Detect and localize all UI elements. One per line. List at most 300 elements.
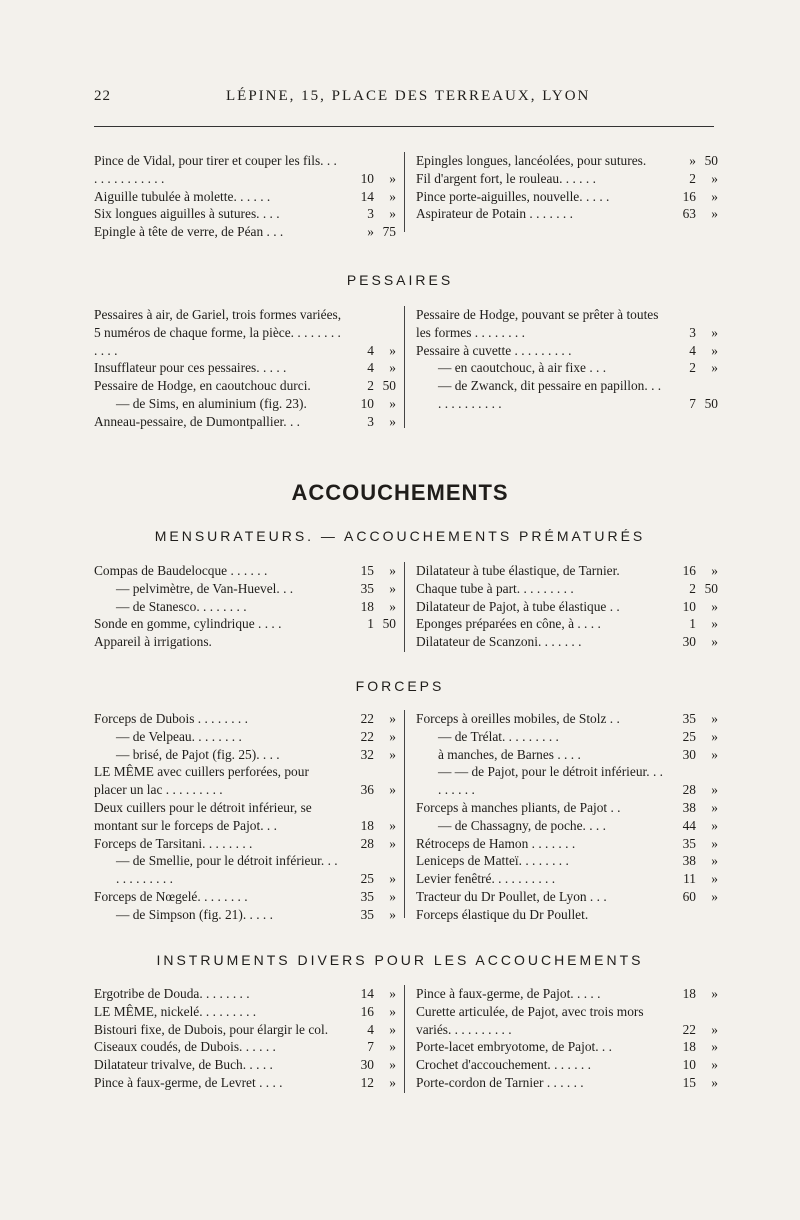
entry-price [666, 342, 718, 360]
entry-price [666, 324, 718, 342]
entry-description: Rétroceps de Hamon . . . . . . . [416, 835, 576, 851]
entry-description: Pessaire de Hodge, pouvant se prêter à toutes les formes . . . . . . . . [416, 307, 659, 340]
price-centimes: 50 [704, 395, 718, 411]
entry-description: — de Zwanck, dit pessaire en papillon. . . . . . . . . . . . . [438, 378, 662, 411]
price-francs: 35 [360, 888, 374, 904]
price-centimes: » [711, 817, 718, 833]
catalog-entry [416, 562, 718, 580]
entry-description: Deux cuillers pour le détroit inférieur, se montant sur le forceps de Pajot. . . [94, 799, 312, 833]
entry-description: Pince porte-aiguilles, nouvelle. . . . . [416, 188, 610, 204]
price-centimes: 50 [704, 580, 718, 596]
entry-price [344, 342, 396, 360]
entry-price [666, 1074, 718, 1092]
section-title-accouchements: ACCOUCHEMENTS [291, 480, 509, 505]
entry-description: — en caoutchouc, à air fixe . . . [438, 360, 607, 376]
entry-description: Appareil à irrigations. [94, 634, 212, 650]
catalog-entry [416, 580, 718, 598]
entry-description: Leniceps de Matteï. . . . . . . . [416, 853, 569, 869]
price-centimes: » [389, 170, 396, 186]
price-francs: 30 [360, 1057, 374, 1073]
entry-price [666, 615, 718, 633]
catalog-entry [416, 1038, 718, 1056]
price-centimes: » [711, 360, 718, 376]
entry-description: Sonde en gomme, cylindrique . . . . [94, 616, 282, 632]
entry-description: Aspirateur de Potain . . . . . . . [416, 206, 573, 222]
catalog-entry [94, 562, 396, 580]
price-francs: 36 [360, 782, 374, 798]
price-centimes: » [389, 1039, 396, 1055]
catalog-entry [416, 906, 718, 924]
price-francs: 38 [682, 853, 696, 869]
entry-price [666, 710, 718, 728]
entry-price [344, 395, 396, 413]
entry-description: — de Sims, en aluminium (fig. 23). [116, 395, 307, 411]
running-title: LÉPINE, 15, PLACE DES TERREAUX, LYON [226, 88, 591, 104]
price-francs: 35 [682, 835, 696, 851]
price-centimes: » [711, 342, 718, 358]
price-francs: 11 [683, 871, 696, 887]
catalog-entry [416, 205, 718, 223]
price-francs: 44 [682, 817, 696, 833]
price-centimes: » [389, 580, 396, 596]
page-number: 22 [94, 88, 111, 104]
price-centimes: » [389, 413, 396, 429]
entry-description: Pince de Vidal, pour tirer et couper les fils. . . . . . . . . . . . . . [94, 153, 337, 186]
price-centimes: » [711, 616, 718, 632]
entry-price [344, 906, 396, 924]
entry-price [344, 188, 396, 206]
price-centimes: » [389, 1003, 396, 1019]
entry-price [344, 728, 396, 746]
entry-price [666, 728, 718, 746]
catalog-entry [416, 746, 718, 764]
entry-price [666, 205, 718, 223]
price-francs: 7 [367, 1039, 374, 1055]
entry-description: Forceps de Tarsitani. . . . . . . . [94, 835, 253, 851]
price-centimes: » [711, 986, 718, 1001]
column-divider [404, 152, 405, 232]
price-francs: 25 [360, 871, 374, 887]
price-centimes: 50 [382, 616, 396, 632]
price-centimes: » [389, 360, 396, 376]
price-centimes: » [711, 853, 718, 869]
entry-price [344, 205, 396, 223]
entry-price [666, 170, 718, 188]
price-francs: 22 [360, 728, 374, 744]
price-francs: 35 [682, 711, 696, 726]
entry-price [344, 1056, 396, 1074]
catalog-entry [94, 377, 396, 395]
entry-description: Pince à faux-germe, de Pajot. . . . . [416, 986, 601, 1001]
section-title-pessaires: PESSAIRES [346, 272, 454, 288]
catalog-entry [94, 359, 396, 377]
catalog-entry [416, 377, 718, 413]
catalog-entry [94, 633, 396, 651]
entry-price [344, 1038, 396, 1056]
catalog-entry [416, 888, 718, 906]
entry-description: Dilatateur trivalve, de Buch. . . . . [94, 1057, 273, 1073]
price-centimes: » [389, 871, 396, 887]
catalog-entry [94, 413, 396, 431]
section-title-forceps: FORCEPS [355, 678, 445, 694]
entry-description: Ergotribe de Douda. . . . . . . . [94, 986, 250, 1001]
entry-price [344, 223, 396, 241]
catalog-entry [94, 1003, 396, 1021]
price-centimes: » [389, 206, 396, 222]
catalog-entry [94, 835, 396, 853]
price-centimes: » [711, 1074, 718, 1090]
price-francs: 14 [360, 188, 374, 204]
entry-price [344, 1003, 396, 1021]
entry-description: Ciseaux coudés, de Dubois. . . . . . [94, 1039, 276, 1055]
price-francs: 2 [689, 360, 696, 376]
price-centimes: » [711, 1057, 718, 1073]
entry-price [666, 985, 718, 1003]
entry-price [344, 746, 396, 764]
catalog-entry [94, 615, 396, 633]
catalog-entry [416, 633, 718, 651]
entry-description: Pessaire à cuvette . . . . . . . . . [416, 342, 572, 358]
price-francs: 1 [367, 616, 374, 632]
price-francs: 28 [682, 782, 696, 798]
entry-price [344, 781, 396, 799]
entry-description: Forceps de Nœgelé. . . . . . . . [94, 888, 248, 904]
price-centimes: » [389, 342, 396, 358]
entry-description: Epingle à tête de verre, de Péan . . . [94, 224, 284, 240]
price-francs: 14 [360, 986, 374, 1001]
price-francs: 2 [367, 378, 374, 394]
entry-price [666, 633, 718, 651]
price-francs: 3 [367, 413, 374, 429]
divers-left-column [94, 985, 396, 1092]
entry-description: — de Smellie, pour le détroit inférieur. . . . . . . . . . . . [116, 853, 338, 887]
entry-price [344, 1021, 396, 1039]
catalog-entry [94, 395, 396, 413]
price-francs: 38 [682, 799, 696, 815]
page-header [94, 88, 714, 112]
price-centimes: » [711, 634, 718, 650]
catalog-entry [94, 763, 396, 799]
price-francs: 16 [360, 1003, 374, 1019]
price-francs: 3 [689, 324, 696, 340]
entry-description: — de Simpson (fig. 21). . . . . [116, 906, 273, 922]
entry-description: Fil d'argent fort, le rouleau. . . . . . [416, 170, 596, 186]
price-francs: 10 [360, 170, 374, 186]
catalog-entry [94, 1021, 396, 1039]
entry-price [344, 710, 396, 728]
catalog-entry [94, 746, 396, 764]
pessaires-block [94, 306, 718, 430]
entry-description: Eponges préparées en cône, à . . . . [416, 616, 601, 632]
catalog-entry [416, 1003, 718, 1039]
entry-description: — de Velpeau. . . . . . . . [116, 728, 242, 744]
price-francs: 35 [360, 906, 374, 922]
price-centimes: » [711, 746, 718, 762]
price-centimes: » [389, 888, 396, 904]
column-divider [404, 710, 405, 918]
price-centimes: » [711, 598, 718, 614]
entry-description: Tracteur du Dr Poullet, de Lyon . . . [416, 888, 607, 904]
entry-price [666, 870, 718, 888]
entry-description: Curette articulée, de Pajot, avec trois mors variés. . . . . . . . . . [416, 1003, 644, 1037]
price-francs: 10 [360, 395, 374, 411]
price-francs: 18 [360, 598, 374, 614]
price-francs: 2 [689, 580, 696, 596]
entry-description: — brisé, de Pajot (fig. 25). . . . [116, 746, 280, 762]
entry-price [344, 377, 396, 395]
top-left-column [94, 152, 396, 241]
price-francs: 28 [360, 835, 374, 851]
catalog-entry [416, 615, 718, 633]
price-centimes: » [711, 728, 718, 744]
header-rule [94, 126, 714, 127]
entry-price [344, 562, 396, 580]
price-centimes: » [711, 711, 718, 726]
entry-description: Insufflateur pour ces pessaires. . . . . [94, 360, 287, 376]
price-centimes: » [389, 906, 396, 922]
entry-price [666, 580, 718, 598]
price-centimes: 50 [704, 153, 718, 168]
price-centimes: 50 [382, 378, 396, 394]
entry-price [344, 170, 396, 188]
price-francs: 30 [682, 746, 696, 762]
catalog-entry [94, 598, 396, 616]
price-francs: 16 [682, 563, 696, 578]
price-francs: 15 [682, 1074, 696, 1090]
price-centimes: » [389, 1021, 396, 1037]
price-francs: 18 [682, 986, 696, 1001]
price-centimes: » [711, 835, 718, 851]
price-francs: 16 [682, 188, 696, 204]
price-centimes: » [711, 1021, 718, 1037]
price-centimes: » [711, 170, 718, 186]
entry-description: Six longues aiguilles à sutures. . . . [94, 206, 280, 222]
catalog-entry [94, 306, 396, 359]
price-francs: 1 [689, 616, 696, 632]
price-centimes: » [389, 395, 396, 411]
price-centimes: » [389, 728, 396, 744]
pessaires-left-column [94, 306, 396, 431]
price-francs: 4 [689, 342, 696, 358]
column-divider [404, 562, 405, 652]
entry-description: Forceps de Dubois . . . . . . . . [94, 711, 248, 726]
entry-price [666, 152, 718, 170]
price-francs: 22 [682, 1021, 696, 1037]
price-francs: 3 [367, 206, 374, 222]
entry-description: LE MÊME avec cuillers perforées, pour placer un lac . . . . . . . . . [94, 764, 309, 798]
entry-description: Pessaire de Hodge, en caoutchouc durci. [94, 378, 311, 394]
catalog-entry [416, 763, 718, 799]
price-centimes: 75 [382, 224, 396, 240]
catalog-entry [416, 342, 718, 360]
entry-price [344, 580, 396, 598]
catalog-entry [94, 728, 396, 746]
price-centimes: » [389, 986, 396, 1001]
price-centimes: » [711, 871, 718, 887]
catalog-entry [416, 799, 718, 817]
entry-price [344, 888, 396, 906]
section-title-mensurateurs: MENSURATEURS. — ACCOUCHEMENTS PRÉMATURÉS [154, 528, 646, 544]
price-centimes: » [711, 206, 718, 222]
entry-description: Pince à faux-germe, de Levret . . . . [94, 1074, 283, 1090]
entry-description: Chaque tube à part. . . . . . . . . [416, 580, 574, 596]
price-francs: 4 [367, 342, 374, 358]
catalog-entry [94, 906, 396, 924]
price-francs: 10 [682, 598, 696, 614]
catalog-entry [94, 205, 396, 223]
entry-description: — de Trélat. . . . . . . . . [438, 728, 559, 744]
catalog-entry [416, 170, 718, 188]
column-divider [404, 985, 405, 1093]
entry-price [344, 413, 396, 431]
catalog-entry [416, 710, 718, 728]
entry-price [344, 598, 396, 616]
catalog-entry [94, 580, 396, 598]
entry-description: Dilatateur de Pajot, à tube élastique . . [416, 598, 620, 614]
price-francs: 32 [360, 746, 374, 762]
entry-description: Epingles longues, lancéolées, pour sutures. [416, 153, 647, 168]
entry-description: Compas de Baudelocque . . . . . . [94, 563, 268, 578]
mensurateurs-left-column [94, 562, 396, 651]
entry-price [344, 1074, 396, 1092]
entry-price [666, 781, 718, 799]
price-francs: 15 [360, 563, 374, 578]
price-francs: 22 [360, 711, 374, 726]
catalog-entry [94, 1038, 396, 1056]
catalog-entry [94, 1074, 396, 1092]
entry-description: — pelvimètre, de Van-Huevel. . . [116, 580, 294, 596]
price-francs: 60 [682, 888, 696, 904]
catalog-entry [416, 870, 718, 888]
catalog-entry [416, 852, 718, 870]
catalog-entry [94, 223, 396, 241]
entry-description: Levier fenêtré. . . . . . . . . . [416, 871, 556, 887]
mensurateurs-block [94, 562, 718, 654]
entry-price [666, 359, 718, 377]
forceps-left-column [94, 710, 396, 924]
price-centimes: » [711, 782, 718, 798]
price-francs: 10 [682, 1057, 696, 1073]
forceps-right-column [416, 710, 718, 924]
price-centimes: » [389, 711, 396, 726]
entry-description: — de Stanesco. . . . . . . . [116, 598, 247, 614]
top-right-column [416, 152, 718, 223]
entry-price [666, 852, 718, 870]
price-francs: 12 [360, 1074, 374, 1090]
divers-block [94, 985, 718, 1095]
entry-price [344, 615, 396, 633]
catalog-entry [416, 817, 718, 835]
entry-price [344, 817, 396, 835]
catalog-entry [94, 710, 396, 728]
catalog-entry [94, 985, 396, 1003]
catalog-entry [416, 728, 718, 746]
price-francs: 18 [360, 817, 374, 833]
catalog-entry [416, 306, 718, 342]
entry-price [666, 835, 718, 853]
entry-price [666, 598, 718, 616]
price-francs: 2 [689, 170, 696, 186]
entry-price [344, 870, 396, 888]
entry-description: Porte-cordon de Tarnier . . . . . . [416, 1074, 584, 1090]
entry-price [666, 799, 718, 817]
price-francs: 63 [682, 206, 696, 222]
catalog-entry [416, 985, 718, 1003]
catalog-entry [416, 835, 718, 853]
catalog-entry [94, 188, 396, 206]
top-block [94, 152, 718, 240]
pessaires-right-column [416, 306, 718, 413]
entry-description: LE MÊME, nickelé. . . . . . . . . [94, 1003, 257, 1019]
divers-right-column [416, 985, 718, 1092]
entry-price [344, 359, 396, 377]
catalog-entry [416, 188, 718, 206]
entry-description: Porte-lacet embryotome, de Pajot. . . [416, 1039, 612, 1055]
price-centimes: » [711, 799, 718, 815]
price-francs: 30 [682, 634, 696, 650]
entry-description: Forceps élastique du Dr Poullet. [416, 906, 589, 922]
catalog-entry [94, 888, 396, 906]
catalog-entry [94, 152, 396, 188]
entry-price [666, 817, 718, 835]
catalog-entry [416, 359, 718, 377]
catalog-entry [416, 1056, 718, 1074]
price-centimes: » [389, 782, 396, 798]
price-francs: 4 [367, 360, 374, 376]
entry-description: — — de Pajot, pour le détroit inférieur. . . . . . . . . [438, 764, 663, 798]
price-francs: 25 [682, 728, 696, 744]
entry-price [344, 985, 396, 1003]
entry-description: Aiguille tubulée à molette. . . . . . [94, 188, 271, 204]
price-francs: » [367, 224, 374, 240]
entry-description: Bistouri fixe, de Dubois, pour élargir le col. [94, 1021, 329, 1037]
price-centimes: » [389, 598, 396, 614]
price-centimes: » [711, 324, 718, 340]
price-francs: 7 [689, 395, 696, 411]
price-centimes: » [389, 746, 396, 762]
price-centimes: » [389, 835, 396, 851]
price-centimes: » [389, 1074, 396, 1090]
entry-description: Anneau-pessaire, de Dumontpallier. . . [94, 413, 301, 429]
price-francs: » [689, 153, 696, 168]
price-francs: 4 [367, 1021, 374, 1037]
price-francs: 18 [682, 1039, 696, 1055]
entry-description: à manches, de Barnes . . . . [438, 746, 581, 762]
entry-price [666, 188, 718, 206]
price-centimes: » [389, 1057, 396, 1073]
price-centimes: » [389, 188, 396, 204]
entry-price [666, 1038, 718, 1056]
entry-description: Dilatateur à tube élastique, de Tarnier. [416, 563, 620, 578]
price-centimes: » [711, 188, 718, 204]
entry-price [666, 1021, 718, 1039]
catalog-entry [94, 1056, 396, 1074]
catalog-entry [94, 852, 396, 888]
catalog-entry [416, 598, 718, 616]
price-centimes: » [711, 563, 718, 578]
entry-price [666, 395, 718, 413]
entry-description: — de Chassagny, de poche. . . . [438, 817, 606, 833]
entry-description: Forceps à oreilles mobiles, de Stolz . . [416, 711, 620, 726]
entry-price [344, 835, 396, 853]
mensurateurs-right-column [416, 562, 718, 651]
catalog-entry [416, 1074, 718, 1092]
section-title-divers: INSTRUMENTS DIVERS POUR LES ACCOUCHEMENTS [156, 952, 644, 968]
catalog-entry [94, 799, 396, 835]
price-francs: 35 [360, 580, 374, 596]
entry-price [666, 888, 718, 906]
price-centimes: » [711, 888, 718, 904]
